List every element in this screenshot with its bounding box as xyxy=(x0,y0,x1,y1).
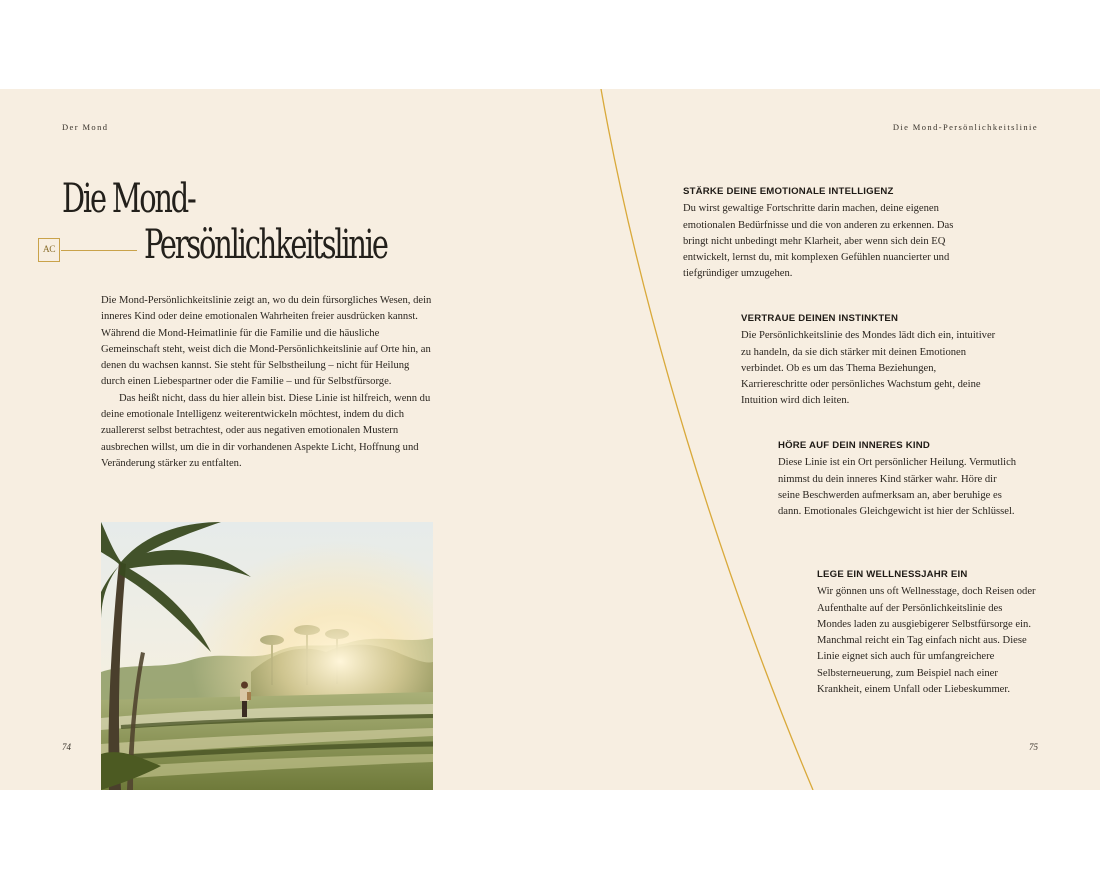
section-inner-child xyxy=(778,438,1018,520)
section-text: Die Persönlichkeitslinie des Mondes lädt dich ein, intuitiver zu handeln, da sie dich stärker mit deinen Emotionen verbindet. Ob es um das Thema Beziehungen, Karriereschritte oder persönliches Wachstum geht, deine Intuition wird dich leiten. xyxy=(741,330,996,407)
rice-terrace-photo xyxy=(101,522,433,790)
section-text: Wir gönnen uns oft Wellnesstage, doch Reisen oder Aufenthalte auf der Persönlichkeitslinie des Mondes laden zu ausgiebigerer Selbstfürsorge ein. Manchmal reicht ein Tag einfach nicht aus. Diese Linie eignet sich auch für umfangreichere Selbsterneuerung, zum Beispiel nach einer Krankheit, einem Unfall oder Liebeskummer. xyxy=(817,586,1036,696)
intro-paragraph-2: Das heißt nicht, dass du hier allein bist. Diese Linie ist hilfreich, wenn du deine emotionale Intelligenz weiterentwickeln möchtest, indem du dich zuallererst selbst betrachtest, oder aus negativen emotionalen Mustern ausbrechen willst, um die in dir vorhandenen Aspekte Licht, Hoffnung und Veränderung stärker zu entfalten. xyxy=(101,392,431,469)
page-title-line-2: Persönlichkeitslinie xyxy=(144,222,387,268)
badge-rule xyxy=(61,250,137,251)
section-heading: STÄRKE DEINE EMOTIONALE INTELLIGENZ xyxy=(683,186,894,197)
section-heading: VERTRAUE DEINEN INSTINKTEN xyxy=(741,313,899,324)
intro-paragraph-1: Die Mond-Persönlichkeitslinie zeigt an, wo du dein fürsorgliches Wesen, dein inneres Kind oder deine emotionalen Wahrheiten freier ausdrücken kannst. Während die Mond-Heimatlinie für die Familie und die häusliche Gemeinschaft steht, weist dich die Mond-Persönlichkeitslinie auf Orte hin, an denen du wachsen kannst. Sie steht für Selbstheilung – nicht für Heilung durch einen Liebespartner oder die Familie – und für Selbstfürsorge. xyxy=(101,295,432,388)
section-emotional-intelligence xyxy=(683,184,975,283)
section-instincts xyxy=(741,311,1003,410)
section-heading: LEGE EIN WELLNESSJAHR EIN xyxy=(817,569,968,580)
intro-text xyxy=(101,293,436,472)
running-header-left: Der Mond xyxy=(62,122,109,132)
page-title-line-1: Die Mond- xyxy=(62,176,195,222)
section-wellness-year xyxy=(817,567,1039,698)
ascendant-badge: AC xyxy=(38,238,60,262)
section-text: Du wirst gewaltige Fortschritte darin machen, deine eigenen emotionalen Bedürfnisse und die von anderen zu erkennen. Das bringt nicht unbedingt mehr Klarheit, aber wenn sich dein EQ entwickelt, lernst du, mit komplexen Gefühlen nuancierter und tiefgründiger umzugehen. xyxy=(683,203,954,280)
page-number-left: 74 xyxy=(62,742,71,752)
book-spread xyxy=(0,89,1100,790)
section-heading: HÖRE AUF DEIN INNERES KIND xyxy=(778,440,930,451)
section-text: Diese Linie ist ein Ort persönlicher Heilung. Vermutlich nimmst du dein inneres Kind stärker wahr. Höre dir seine Beschwerden aufmerksam an, aber beruhige es dann. Emotionales Gleichgewicht ist hier der Schlüssel. xyxy=(778,457,1017,518)
running-header-right: Die Mond-Persönlichkeitslinie xyxy=(892,122,1038,132)
page-number-right: 75 xyxy=(1029,742,1038,752)
